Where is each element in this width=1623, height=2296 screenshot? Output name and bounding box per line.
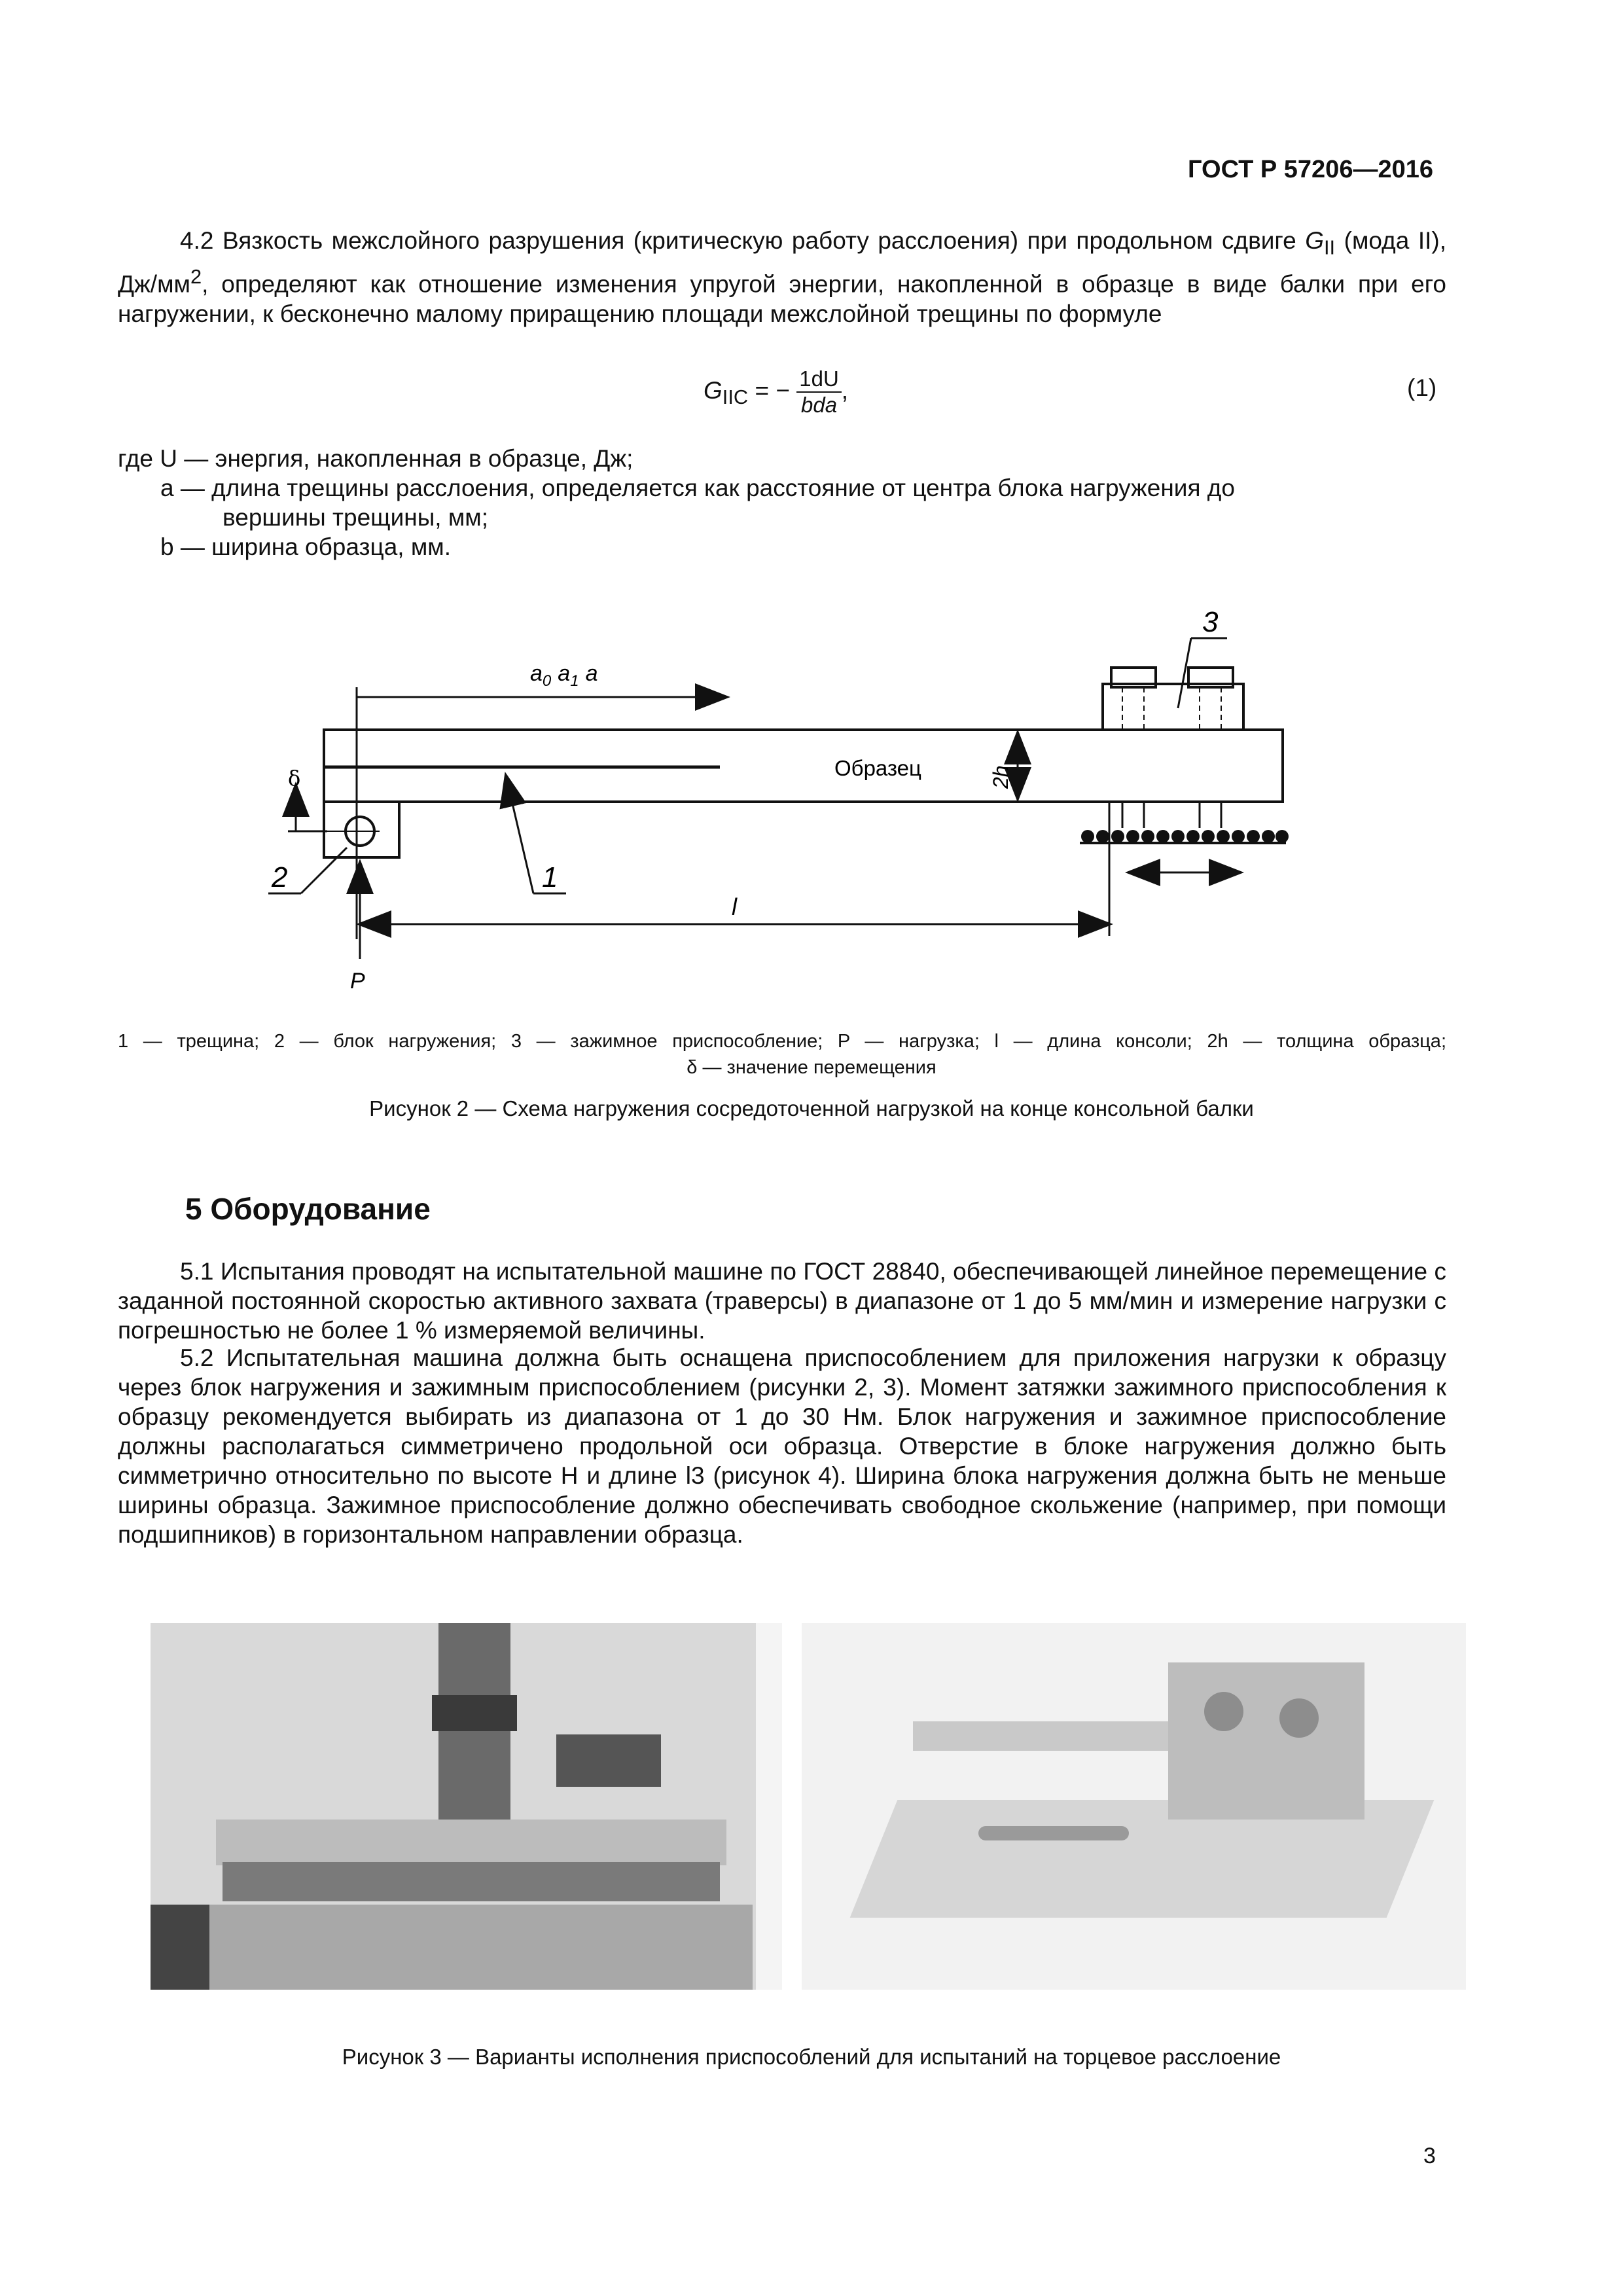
bearing-balls bbox=[1081, 830, 1289, 843]
figure-2-legend-1: 1 — трещина; 2 — блок нагружения; 3 — зажимное приспособление; P — нагрузка; l — длина консоли; 2h — толщина образца; bbox=[118, 1031, 1446, 1052]
where-a-line2: вершины трещины, мм; bbox=[223, 504, 489, 531]
document-id: ГОСТ Р 57206—2016 bbox=[1188, 156, 1433, 183]
photo-left-table bbox=[209, 1905, 753, 1990]
label-1-leader bbox=[506, 776, 533, 893]
section-5-title: 5 Оборудование bbox=[185, 1192, 431, 1226]
label-2h: 2h bbox=[989, 765, 1012, 789]
paragraph-5-1: 5.1 Испытания проводят на испытательной машине по ГОСТ 28840, обеспечивающей линейное перемещение с заданной постоянной скоростью активного захвата (траверсы) в диапазоне от 1 до 5 мм/мин и измерение нагрузки с погрешностью не более 1 % измеряемой величины. bbox=[118, 1258, 1446, 1344]
clamp-top-plate bbox=[1103, 684, 1243, 730]
formula-lhs: G bbox=[704, 376, 722, 404]
label-a0-sub: 0 bbox=[542, 672, 552, 690]
formula-eq: = − bbox=[748, 376, 790, 404]
figure-3-caption: Рисунок 3 — Варианты исполнения приспособлений для испытаний на торцевое расслоение bbox=[342, 2045, 1281, 2069]
photo-right-bracket bbox=[1168, 1662, 1364, 1820]
photo-left-rail bbox=[223, 1862, 720, 1901]
page-number: 3 bbox=[1423, 2144, 1436, 2168]
paragraph-5-2: 5.2 Испытательная машина должна быть оснащена приспособлением для приложения нагрузки к образцу через блок нагружения и зажимным приспособлением (рисунки 2, 3). Момент затяжки зажимного приспособления к образцу рекомендуется выбирать из диапазона от 1 до 30 Нм. Блок нагружения и зажимное приспособление должны располагаться симметричено продольной оси образца. Отверстие в блоке нагружения должно быть симметрично относительно по высоте H и длине l3 (рисунок 4). Ширина блока нагружения должна быть не меньше ширины образца. Зажимное приспособление должно обеспечивать свободное скольжение (например, при помощи подшипников) в горизонтальном направлении образца. bbox=[118, 1344, 1446, 1548]
photo-right-knob-1 bbox=[1204, 1692, 1243, 1731]
photo-left-bolts bbox=[556, 1734, 661, 1787]
label-specimen: Образец bbox=[834, 756, 921, 780]
paragraph-4-2 bbox=[118, 226, 1446, 329]
label-1: 1 bbox=[542, 861, 558, 893]
label-a: a bbox=[585, 661, 598, 686]
label-l: l bbox=[732, 893, 737, 920]
label-a1-sub: 1 bbox=[570, 672, 579, 690]
figure-3-photo-right bbox=[802, 1623, 1466, 1990]
figure-2-diagram bbox=[249, 589, 1361, 995]
photo-left-base bbox=[216, 1820, 726, 1865]
label-3: 3 bbox=[1202, 606, 1219, 638]
label-a1: a bbox=[558, 661, 571, 686]
para-4-2-mid: (мода II), Дж/мм bbox=[118, 227, 1446, 298]
photo-right-arm bbox=[913, 1721, 1194, 1751]
photo-right-slot bbox=[978, 1826, 1129, 1840]
label-2: 2 bbox=[272, 861, 288, 893]
formula-comma: , bbox=[841, 376, 849, 404]
where-u: где U — энергия, накопленная в образце, Дж; bbox=[118, 445, 633, 472]
label-p: P bbox=[350, 969, 365, 994]
where-b: b — ширина образца, мм. bbox=[160, 533, 451, 560]
photo-left-block bbox=[151, 1905, 209, 1990]
figure-3-photo-left bbox=[151, 1623, 782, 1990]
label-delta: δ bbox=[288, 766, 301, 791]
photo-left-column-ring bbox=[432, 1695, 517, 1731]
label-a0: a bbox=[530, 661, 543, 686]
photo-right-knob-2 bbox=[1279, 1698, 1319, 1738]
formula-fraction bbox=[796, 367, 842, 418]
figure-2-caption: Рисунок 2 — Схема нагружения сосредоточенной нагрузкой на конце консольной балки bbox=[369, 1096, 1254, 1121]
formula-numerator: 1dU bbox=[796, 367, 842, 393]
formula-lhs-sub: IIC bbox=[722, 386, 749, 409]
para-4-2-superscript: 2 bbox=[190, 265, 202, 289]
para-4-2-suffix: , определяют как отношение изменения упругой энергии, накопленной в образце в виде балки при его нагружении, к бесконечно малому приращению площади межслойной трещины по формуле bbox=[118, 270, 1446, 327]
figure-2-legend-2: δ — значение перемещения bbox=[687, 1057, 936, 1078]
para-4-2-subscript: II bbox=[1323, 236, 1336, 259]
photo-left-panel bbox=[756, 1623, 782, 1990]
para-4-2-prefix: 4.2 Вязкость межслойного разрушения (критическую работу расслоения) при продольном сдвиге bbox=[180, 227, 1306, 254]
formula-1 bbox=[704, 367, 848, 418]
label-a-group bbox=[530, 661, 597, 690]
formula-denominator: bda bbox=[800, 393, 838, 417]
formula-number: (1) bbox=[1407, 374, 1437, 401]
where-a-line1: a — длина трещины расслоения, определяется как расстояние от центра блока нагружения до bbox=[160, 475, 1235, 501]
loading-block bbox=[324, 802, 399, 857]
para-4-2-symbol: G bbox=[1305, 227, 1324, 254]
